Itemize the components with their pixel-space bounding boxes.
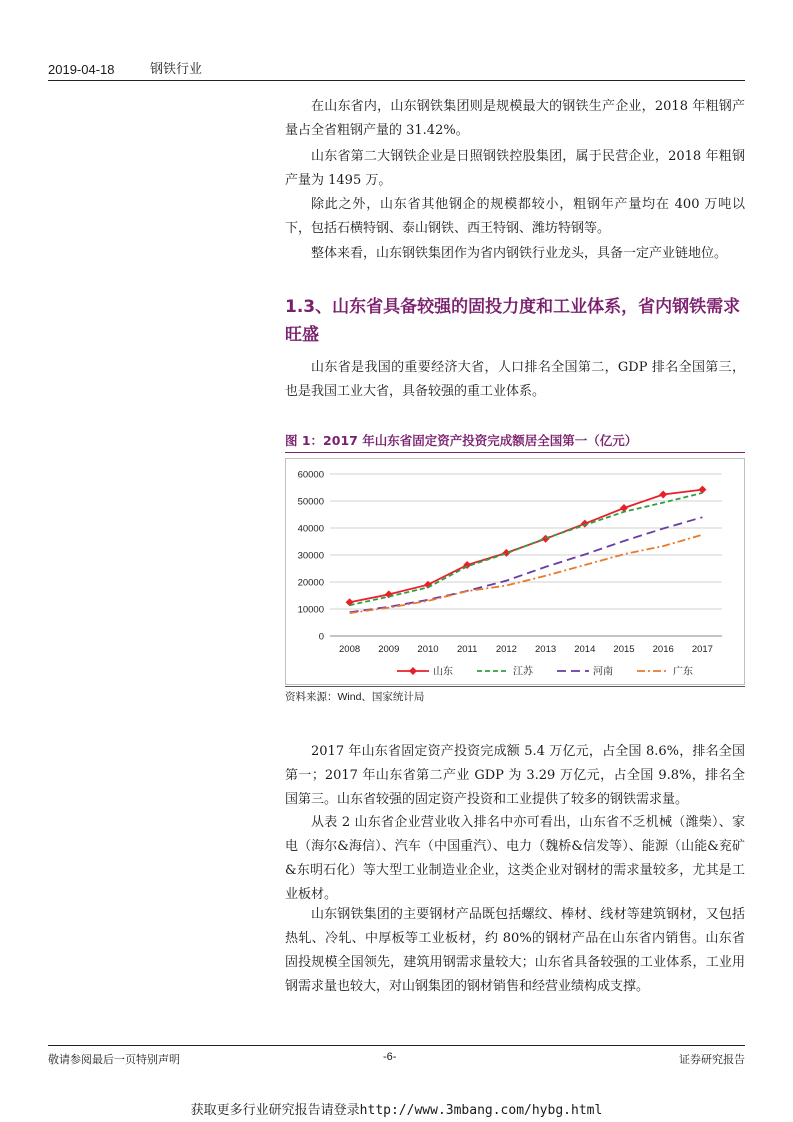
paragraph: 从表 2 山东省企业营业收入排名中亦可看出，山东省不乏机械（潍柴）、家电（海尔&海信）、汽车（中国重汽）、电力（魏桥&信发等）、能源（山能&兖矿&东明石化）等大型工业制造业企业，这类企业对钢材的需求量较多，尤其是工业板材。 — [285, 815, 745, 902]
legend-label: 河南 — [593, 666, 613, 678]
section-title: 1.3、山东省具备较强的固投力度和工业体系，省内钢铁需求旺盛 — [285, 297, 741, 345]
y-tick-label: 50000 — [297, 496, 324, 508]
paragraph: 除此之外，山东省其他钢企的规模都较小，粗钢年产量均在 400 万吨以下，包括石横特钢、泰山钢铁、西王特钢、潍坊特钢等。 — [285, 197, 745, 236]
y-tick-label: 0 — [318, 631, 324, 643]
y-tick-label: 60000 — [297, 469, 324, 481]
paragraph: 山东钢铁集团的主要钢材产品既包括螺纹、棒材、线材等建筑钢材，又包括热轧、冷轧、中厚板等工业板材，约 80%的钢材产品在山东省内销售。山东省固投规模全国领先，建筑用钢需求量较大；山东省具备较强的工业体系，工业用钢需求量也较大，对山钢集团的钢材销售和经营业绩构成支撑。 — [285, 907, 745, 994]
legend-label: 山东 — [433, 666, 453, 678]
paragraph: 在山东省内，山东钢铁集团则是规模最大的钢铁生产企业，2018 年粗钢产量占全省粗钢产量的 31.42%。 — [285, 99, 745, 138]
promo-link[interactable]: 获取更多行业研究报告请登录http://www.3mbang.com/hybg.html — [190, 1103, 603, 1118]
figure-title: 图 1：2017 年山东省固定资产投资完成额居全国第一（亿元） — [285, 431, 745, 453]
page-footer — [48, 1045, 745, 1066]
source-note: 资料来源：Wind、国家统计局 — [285, 686, 745, 704]
legend-label: 江苏 — [513, 666, 533, 678]
data-point — [698, 486, 706, 494]
line-chart — [285, 458, 745, 685]
x-tick-label: 2009 — [378, 644, 400, 655]
data-point — [620, 504, 628, 512]
legend-marker — [409, 667, 417, 675]
report-date: 2019-04-18 — [48, 62, 115, 77]
paragraph: 整体来看，山东钢铁集团作为省内钢铁行业龙头，具备一定产业链地位。 — [311, 246, 728, 261]
series-line — [350, 517, 703, 612]
paragraph: 山东省第二大钢铁企业是日照钢铁控股集团，属于民营企业，2018 年粗钢产量为 1495 万。 — [285, 149, 745, 188]
y-tick-label: 20000 — [297, 577, 324, 589]
x-tick-label: 2010 — [417, 644, 439, 655]
section-intro: 山东省是我国的重要经济大省，人口排名全国第二，GDP 排名全国第三，也是我国工业大省，具备较强的重工业体系。 — [285, 360, 745, 399]
y-tick-label: 40000 — [297, 523, 324, 535]
x-tick-label: 2014 — [574, 644, 596, 655]
y-tick-label: 30000 — [297, 550, 324, 562]
legend-label: 广东 — [673, 666, 693, 678]
y-tick-label: 10000 — [297, 604, 324, 616]
x-tick-label: 2011 — [456, 644, 478, 655]
report-type: 证券研究报告 — [679, 1054, 745, 1066]
x-tick-label: 2008 — [339, 644, 361, 655]
industry-label: 钢铁行业 — [150, 61, 203, 76]
x-tick-label: 2013 — [535, 644, 557, 655]
x-tick-label: 2016 — [652, 644, 674, 655]
data-point — [659, 491, 667, 499]
disclaimer-note: 敬请参阅最后一页特别声明 — [48, 1054, 180, 1066]
paragraph: 2017 年山东省固定资产投资完成额 5.4 万亿元，占全国 8.6%，排名全国第一；2017 年山东省第二产业 GDP 为 3.29 万亿元，占全国 9.8%，排名全国第三。山东省较强的固定资产投资和工业提供了较多的钢铁需求量。 — [285, 744, 745, 807]
page-number: -6- — [383, 1051, 397, 1063]
x-tick-label: 2017 — [691, 644, 713, 655]
page-header — [48, 60, 745, 81]
x-tick-label: 2012 — [495, 644, 517, 655]
x-tick-label: 2015 — [613, 644, 635, 655]
